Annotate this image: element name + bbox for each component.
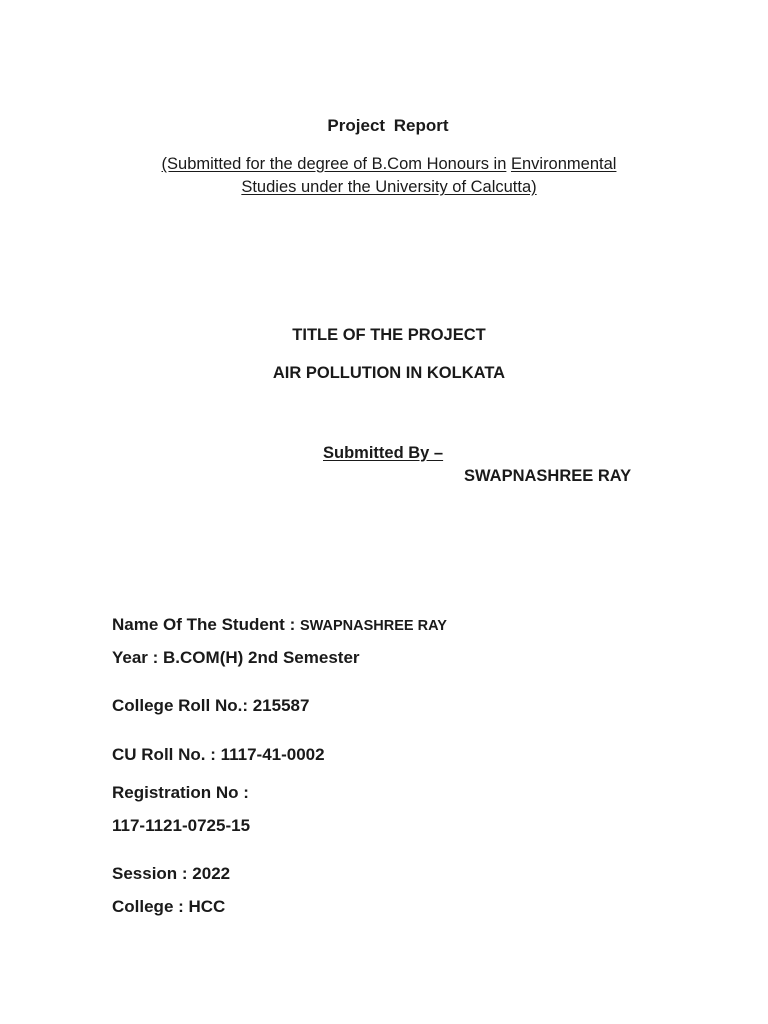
college-row: College : HCC: [112, 897, 226, 916]
project-title-label: TITLE OF THE PROJECT: [292, 326, 486, 344]
report-heading: Project Report: [327, 116, 449, 135]
report-subtitle: [0, 153, 768, 199]
registration-label: Registration No :: [112, 783, 249, 802]
registration-value: 117-1121-0725-15: [112, 816, 251, 835]
college-roll-row: College Roll No.: 215587: [112, 696, 310, 715]
project-title: AIR POLLUTION IN KOLKATA: [272, 364, 506, 382]
subtitle-line1-a: (Submitted for the degree of B.Com Honours in: [161, 155, 507, 173]
student-name-label: Name Of The Student :: [112, 615, 296, 634]
student-name-value: SWAPNASHREE RAY: [299, 618, 447, 634]
subtitle-line2: Studies under the University of Calcutta): [241, 178, 537, 196]
submitted-by-label: Submitted By –: [323, 444, 444, 462]
session-row: Session : 2022: [112, 864, 231, 883]
cu-roll-row: CU Roll No. : 1117-41-0002: [112, 745, 325, 764]
year-row: Year : B.COM(H) 2nd Semester: [112, 648, 360, 667]
student-name-row: [112, 615, 447, 635]
submitted-by-name: SWAPNASHREE RAY: [464, 467, 632, 485]
subtitle-line1-b: Environmental: [510, 155, 617, 173]
